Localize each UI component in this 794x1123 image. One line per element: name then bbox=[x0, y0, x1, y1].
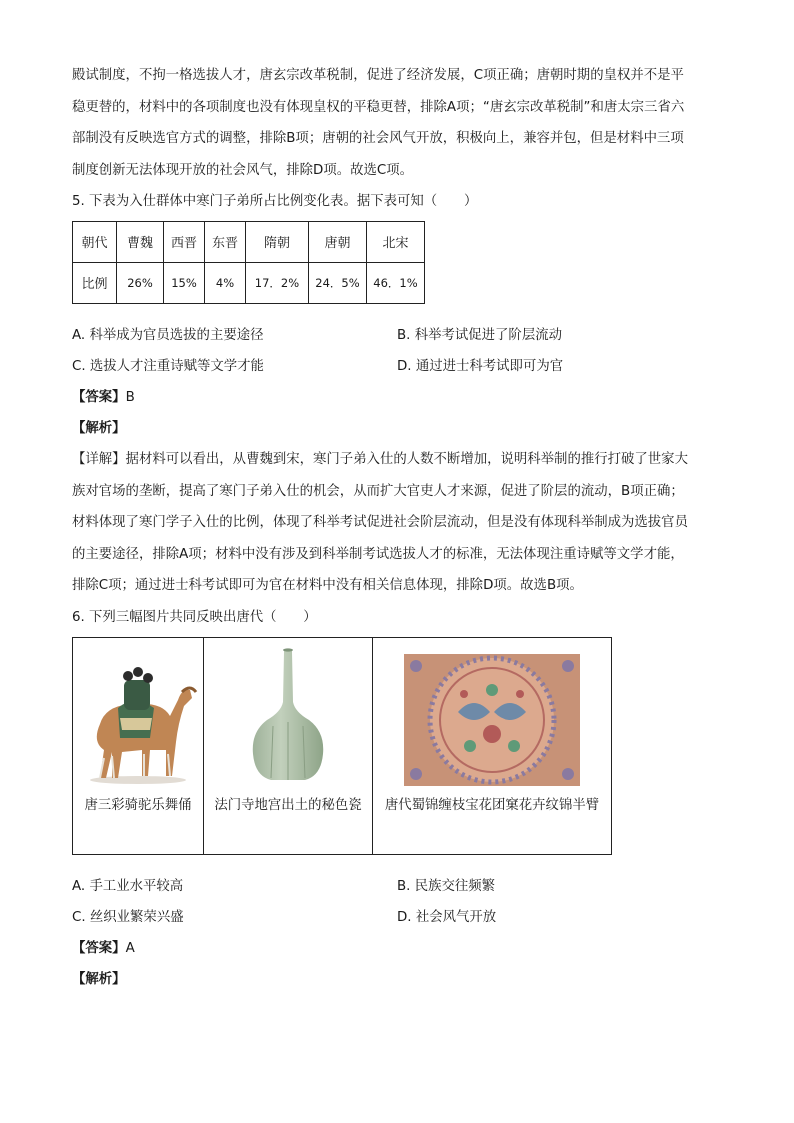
table-cell: 4% bbox=[205, 262, 246, 303]
image-caption: 唐代蜀锦缠枝宝花团窠花卉纹锦半臂 bbox=[384, 797, 600, 813]
table-cell: 15% bbox=[164, 262, 205, 303]
table-cell: 隋朝 bbox=[246, 221, 309, 262]
ratio-table bbox=[72, 221, 425, 304]
image-table bbox=[72, 637, 612, 855]
image-caption: 法门寺地宫出土的秘色瓷 bbox=[214, 797, 362, 813]
table-cell: 26% bbox=[117, 262, 164, 303]
text-line: 稳更替的，材料中的各项制度也没有体现皇权的平稳更替，排除A项；“唐玄宗改革税制”和唐太宗三省六 bbox=[72, 99, 685, 115]
option-c: C. 丝织业繁荣兴盛 bbox=[72, 909, 184, 925]
detail-line: 的主要途径，排除A项；材料中没有涉及到科举制考试选拔人才的标准，无法体现注重诗赋等文学才能， bbox=[72, 546, 684, 562]
document-page bbox=[72, 60, 722, 995]
option-b: B. 民族交往频繁 bbox=[397, 878, 496, 894]
image-cell-camel bbox=[73, 637, 204, 854]
table-cell: 东晋 bbox=[205, 221, 246, 262]
celadon-vase-image bbox=[204, 638, 372, 786]
table-cell: 46．1% bbox=[367, 262, 425, 303]
image-caption: 唐三彩骑驼乐舞俑 bbox=[84, 797, 192, 813]
question-6 bbox=[72, 602, 722, 995]
answer-value: A bbox=[125, 940, 135, 956]
answer-line bbox=[72, 933, 722, 964]
image-cell-brocade bbox=[373, 637, 612, 854]
text-line: 部制没有反映选官方式的调整，排除B项；唐朝的社会风气开放，积极向上，兼容并包，但是材料中三项 bbox=[72, 131, 684, 147]
image-cell-vase bbox=[204, 637, 373, 854]
question-5-stem: 5. 下表为入仕群体中寒门子弟所占比例变化表。据下表可知（ ） bbox=[72, 194, 478, 210]
answer-label: 【答案】 bbox=[72, 389, 126, 405]
table-row bbox=[73, 262, 425, 303]
table-cell: 比例 bbox=[73, 262, 117, 303]
option-d: D. 通过进士科考试即可为官 bbox=[397, 358, 564, 374]
question-5-options bbox=[72, 320, 722, 382]
table-cell: 曹魏 bbox=[117, 221, 164, 262]
text-line: 制度创新无法体现开放的社会风气，排除D项。故选C项。 bbox=[72, 162, 414, 178]
option-a: A. 科举成为官员选拔的主要途径 bbox=[72, 327, 264, 343]
option-b: B. 科举考试促进了阶层流动 bbox=[397, 327, 562, 343]
question-6-options bbox=[72, 871, 722, 933]
analysis-label: 【解析】 bbox=[72, 420, 126, 436]
answer-line bbox=[72, 382, 722, 413]
answer-value: B bbox=[125, 389, 135, 405]
option-c: C. 选拔人才注重诗赋等文学才能 bbox=[72, 358, 264, 374]
question-5 bbox=[72, 186, 722, 602]
detail-line: 材料体现了寒门学子入仕的比例，体现了科举考试促进社会阶层流动，但是没有体现科举制成为选拔官员 bbox=[72, 515, 688, 531]
table-cell: 24．5% bbox=[309, 262, 367, 303]
table-cell: 17．2% bbox=[246, 262, 309, 303]
table-cell: 朝代 bbox=[73, 221, 117, 262]
answer-label: 【答案】 bbox=[72, 940, 126, 956]
option-a: A. 手工业水平较高 bbox=[72, 878, 184, 894]
table-header-row bbox=[73, 221, 425, 262]
table-cell: 唐朝 bbox=[309, 221, 367, 262]
text-line: 殿试制度，不拘一格选拔人才，唐玄宗改革税制，促进了经济发展，C项正确；唐朝时期的皇权并不是平 bbox=[72, 68, 684, 83]
brocade-image bbox=[373, 638, 611, 786]
analysis-label: 【解析】 bbox=[72, 971, 126, 987]
question-6-stem: 6. 下列三幅图片共同反映出唐代（ ） bbox=[72, 609, 317, 625]
table-cell: 北宋 bbox=[367, 221, 425, 262]
previous-explanation bbox=[72, 60, 722, 186]
detail-line: 族对官场的垄断，提高了寒门子弟入仕的机会，从而扩大官吏人才来源，促进了阶层的流动，B项正确； bbox=[72, 483, 684, 499]
detail-line: 排除C项；通过进士科考试即可为官在材料中没有相关信息体现，排除D项。故选B项。 bbox=[72, 578, 583, 594]
camel-figurine-image bbox=[73, 638, 203, 786]
table-cell: 西晋 bbox=[164, 221, 205, 262]
option-d: D. 社会风气开放 bbox=[397, 909, 497, 925]
detail-line: 【详解】据材料可以看出，从曹魏到宋，寒门子弟入仕的人数不断增加，说明科举制的推行打破了世家大 bbox=[72, 451, 688, 467]
